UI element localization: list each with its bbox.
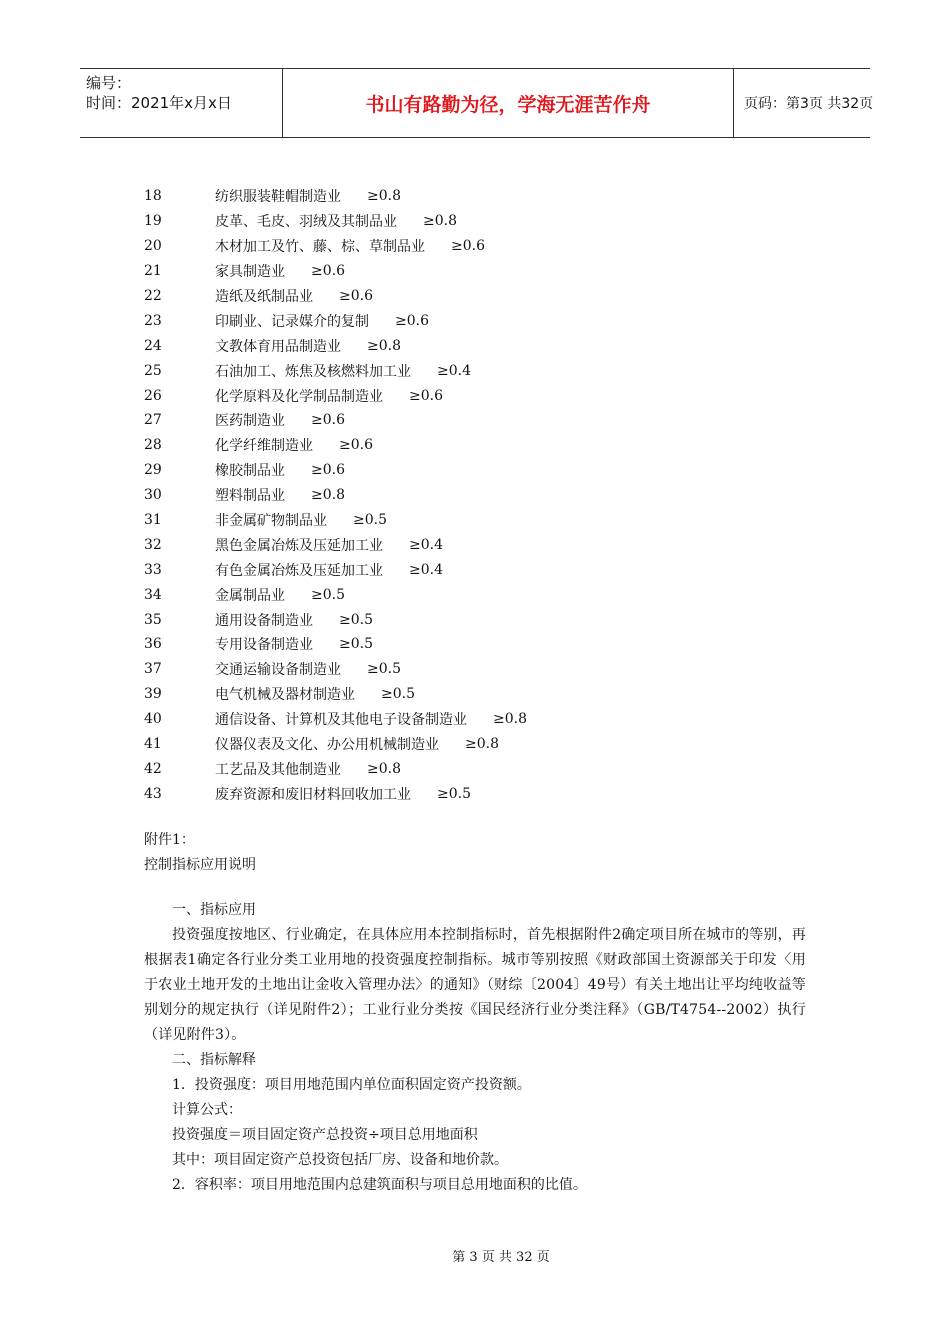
industry-row xyxy=(144,707,844,732)
industry-value: ≥0.8 xyxy=(465,736,499,753)
industry-code: 25 xyxy=(144,362,162,379)
industry-row xyxy=(144,234,844,259)
industry-code: 26 xyxy=(144,387,162,404)
industry-name: 有色金属冶炼及压延加工业 xyxy=(215,562,383,579)
document-date: 时间：2021年x月x日 xyxy=(86,94,232,112)
industry-code: 35 xyxy=(144,611,162,628)
section-heading: 二、指标解释 xyxy=(172,1052,256,1068)
document-number-label: 编号： xyxy=(86,74,132,92)
industry-name: 仪器仪表及文化、办公用机械制造业 xyxy=(215,737,439,754)
industry-name: 电气机械及器材制造业 xyxy=(215,687,355,704)
industry-name: 石油加工、炼焦及核燃料加工业 xyxy=(215,363,411,380)
industry-value: ≥0.8 xyxy=(423,213,457,230)
industry-row xyxy=(144,732,844,757)
industry-name: 化学纤维制造业 xyxy=(215,438,313,455)
industry-code: 18 xyxy=(144,188,162,205)
industry-value: ≥0.5 xyxy=(381,686,415,703)
industry-name: 纺织服装鞋帽制造业 xyxy=(215,189,341,206)
industry-value: ≥0.4 xyxy=(437,362,471,379)
industry-value: ≥0.6 xyxy=(339,437,373,454)
industry-name: 黑色金属冶炼及压延加工业 xyxy=(215,537,383,554)
industry-row xyxy=(144,557,844,582)
industry-code: 21 xyxy=(144,263,162,280)
industry-row xyxy=(144,632,844,657)
industry-code: 30 xyxy=(144,487,162,504)
header-page-info: 页码：第3页 共32页 xyxy=(744,96,874,112)
industry-value: ≥0.8 xyxy=(367,188,401,205)
definition-item: 2．容积率：项目用地范围内总建筑面积与项目总用地面积的比值。 xyxy=(172,1177,587,1193)
industry-code: 27 xyxy=(144,412,162,429)
industry-row xyxy=(144,358,844,383)
industry-row xyxy=(144,483,844,508)
industry-name: 化学原料及化学制品制造业 xyxy=(215,388,383,405)
industry-name: 造纸及纸制品业 xyxy=(215,289,313,305)
industry-code: 20 xyxy=(144,238,162,255)
industry-code: 29 xyxy=(144,462,162,479)
industry-code: 28 xyxy=(144,437,162,454)
industry-code: 33 xyxy=(144,561,162,578)
industry-value: ≥0.5 xyxy=(339,636,373,653)
formula-note: 其中：项目固定资产总投资包括厂房、设备和地价款。 xyxy=(172,1152,508,1168)
industry-code: 40 xyxy=(144,711,162,728)
industry-name: 塑料制品业 xyxy=(215,488,285,505)
industry-value: ≥0.6 xyxy=(409,387,443,404)
industry-code: 32 xyxy=(144,536,162,553)
definition-item: 1．投资强度：项目用地范围内单位面积固定资产投资额。 xyxy=(172,1077,531,1093)
industry-value: ≥0.6 xyxy=(451,238,485,255)
page-footer: 第 3 页 共 32 页 xyxy=(452,1250,550,1265)
industry-row xyxy=(144,433,844,458)
industry-name: 木材加工及竹、藤、棕、草制品业 xyxy=(215,239,425,256)
industry-row xyxy=(144,333,844,358)
industry-name: 专用设备制造业 xyxy=(215,637,313,654)
industry-row xyxy=(144,756,844,781)
industry-value: ≥0.8 xyxy=(493,711,527,728)
industry-value: ≥0.6 xyxy=(339,288,373,304)
industry-row xyxy=(144,308,844,333)
industry-name: 通用设备制造业 xyxy=(215,612,313,629)
formula-label: 计算公式： xyxy=(172,1102,242,1118)
industry-value: ≥0.6 xyxy=(395,312,429,329)
industry-name: 通信设备、计算机及其他电子设备制造业 xyxy=(215,712,467,729)
industry-row xyxy=(144,532,844,557)
industry-row xyxy=(144,582,844,607)
industry-row xyxy=(144,284,844,309)
industry-name: 金属制品业 xyxy=(215,587,285,604)
industry-row xyxy=(144,508,844,533)
industry-value: ≥0.4 xyxy=(409,536,443,553)
header-motto: 书山有路勤为径，学海无涯苦作舟 xyxy=(282,69,734,137)
header-meta xyxy=(80,69,282,137)
attachment-section xyxy=(144,828,806,1198)
industry-row xyxy=(144,408,844,433)
industry-row xyxy=(144,607,844,632)
industry-name: 皮革、毛皮、羽绒及其制品业 xyxy=(215,214,397,231)
section-paragraph: 投资强度按地区、行业确定，在具体应用本控制指标时，首先根据附件2确定项目所在城市的等别，再根据表1确定各行业分类工业用地的投资强度控制指标。城市等别按照《财政部国土资源部关于印发〈用于农业土地开发的土地出让金收入管理办法〉的通知》（财综〔2004〕49号）有关土地出让平均纯收益等别划分的规定执行（详见附件2）；工业行业分类按《国民经济行业分类注释》（GB/T4754--2002）执行（详见附件3）。 xyxy=(144,927,806,1043)
industry-code: 24 xyxy=(144,337,162,354)
industry-name: 废弃资源和废旧材料回收加工业 xyxy=(215,786,411,803)
industry-row xyxy=(144,259,844,284)
industry-value: ≥0.5 xyxy=(367,661,401,678)
industry-name: 橡胶制品业 xyxy=(215,463,285,480)
industry-value: ≥0.8 xyxy=(367,337,401,354)
industry-row xyxy=(144,458,844,483)
section-heading: 一、指标应用 xyxy=(172,902,256,918)
industry-value: ≥0.5 xyxy=(353,512,387,529)
industry-code: 23 xyxy=(144,312,162,329)
industry-row xyxy=(144,209,844,234)
industry-code: 19 xyxy=(144,213,162,230)
industry-name: 文教体育用品制造业 xyxy=(215,338,341,355)
industry-value: ≥0.5 xyxy=(339,611,373,628)
industry-code: 39 xyxy=(144,686,162,703)
industry-value: ≥0.8 xyxy=(311,487,345,504)
industry-value: ≥0.6 xyxy=(311,462,345,479)
industry-name: 家具制造业 xyxy=(215,264,285,281)
industry-row xyxy=(144,657,844,682)
industry-code: 37 xyxy=(144,661,162,678)
industry-code: 41 xyxy=(144,736,162,753)
industry-code: 42 xyxy=(144,760,162,777)
industry-name: 非金属矿物制品业 xyxy=(215,513,327,530)
industry-code: 31 xyxy=(144,512,162,529)
attachment-title: 控制指标应用说明 xyxy=(144,857,256,873)
industry-value: ≥0.5 xyxy=(437,785,471,802)
industry-row xyxy=(144,383,844,408)
attachment-label: 附件1： xyxy=(144,832,195,848)
industry-name: 交通运输设备制造业 xyxy=(215,662,341,679)
industry-value: ≥0.5 xyxy=(311,586,345,603)
industry-code: 34 xyxy=(144,586,162,603)
industry-code: 36 xyxy=(144,636,162,653)
industry-row xyxy=(144,682,844,707)
industry-name: 医药制造业 xyxy=(215,413,285,430)
industry-value: ≥0.4 xyxy=(409,561,443,578)
page-header xyxy=(80,68,874,138)
industry-value: ≥0.6 xyxy=(311,412,345,429)
industry-code: 43 xyxy=(144,785,162,802)
industry-list xyxy=(144,184,844,806)
industry-code: 22 xyxy=(144,288,162,304)
industry-name: 印刷业、记录媒介的复制 xyxy=(215,313,369,330)
industry-row xyxy=(144,781,844,806)
industry-row xyxy=(144,184,844,209)
industry-value: ≥0.8 xyxy=(367,760,401,777)
industry-name: 工艺品及其他制造业 xyxy=(215,761,341,778)
formula: 投资强度＝项目固定资产总投资÷项目总用地面积 xyxy=(172,1127,478,1143)
industry-value: ≥0.6 xyxy=(311,263,345,280)
